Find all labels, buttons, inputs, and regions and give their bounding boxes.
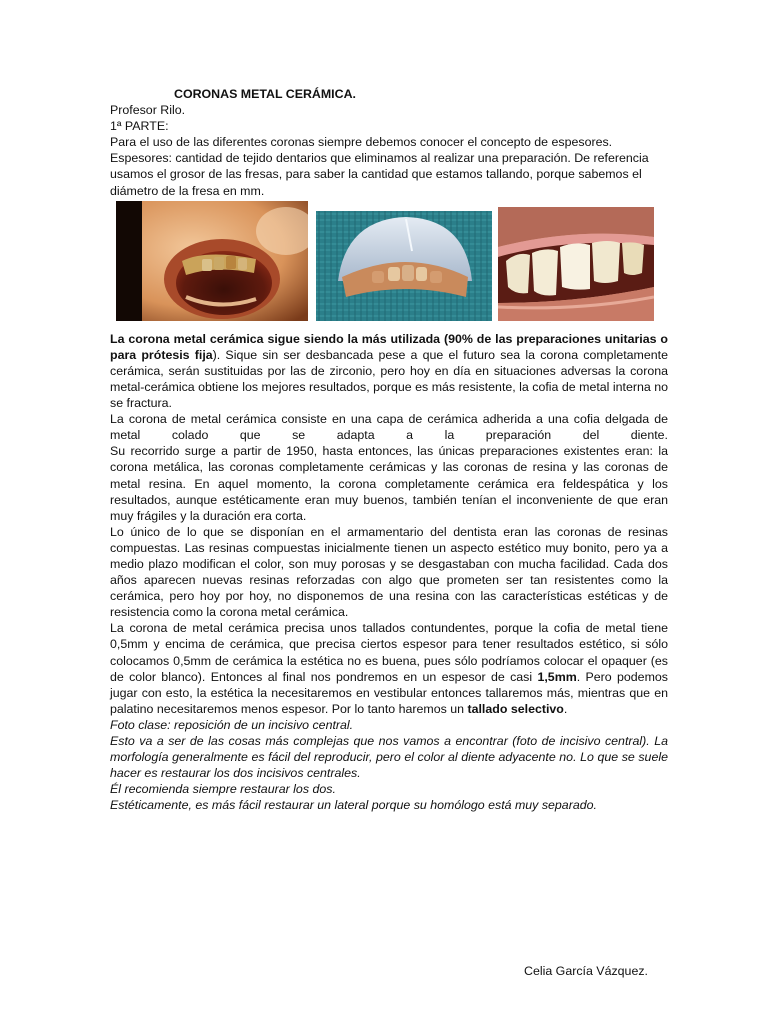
document-body [110, 86, 668, 813]
author-signature: Celia García Vázquez. [524, 964, 648, 978]
italic-incisor-note: Esto va a ser de las cosas más complejas que nos vamos a encontrar (foto de incisivo central). La morfología generalmente es fácil del reproducir, pero el color al diente adyacente no. Lo que se suele hacer es restaurar los dos incisivos centrales. [110, 734, 668, 781]
thickness-text-d: . [563, 701, 568, 716]
author-line: Profesor Rilo. [110, 103, 186, 118]
most-used-rest: ). Sique sin ser desbancada pese a que el futuro sea la corona completamente cerámica, serán sustituidas por las de zirconio, pero hoy en día en situaciones adversas la corona metal-cerámica obtiene los mejores resultados, porque es más resistente, la cofia de metal interna no se fractura. [110, 347, 668, 411]
paragraph-most-used [110, 331, 668, 411]
espesores-paragraph: Espesores: cantidad de tejido dentarios que eliminamos al realizar una preparación. De referencia usamos el grosor de las fresas, para saber la cantidad que estamos tallando, porque sabemos el diámetro de la fresa en mm. [110, 151, 649, 198]
paragraph-history: Su recorrido surge a partir de 1950, hasta entonces, las únicas preparaciones existentes eran: la corona metálica, las coronas completamente cerámicas y las coronas de resina y las coronas de metal resina. En aquel momento, la corona completamente cerámica era feldespática y los resultados, aunque estéticamente eran muy buenos, también tenían el inconveniente de que eran muy frágiles y la duración era corta. [110, 444, 668, 523]
smile-teeth-photo [498, 207, 654, 321]
italic-recommendation: Él recomienda siempre restaurar los dos. [110, 782, 336, 797]
paragraph-definition: La corona de metal cerámica consiste en una capa de cerámica adherida a una cofia delgada de metal colado que se adapta a la preparación del diente. [110, 412, 668, 443]
intro-paragraph: Para el uso de las diferentes coronas siempre debemos conocer el concepto de espesores. [110, 135, 613, 150]
italic-lateral-note: Estéticamente, es más fácil restaurar un lateral porque su homólogo está muy separado. [110, 798, 597, 813]
open-mouth-photo [116, 201, 308, 321]
selective-carving-bold: tallado selectivo [467, 701, 564, 716]
part-label: 1ª PARTE: [110, 119, 169, 134]
thickness-value-bold: 1,5mm [537, 669, 577, 684]
paragraph-resins: Lo único de lo que se disponían en el armamentario del dentista eran las coronas de resinas compuestas. Las resinas compuestas inicialmente tienen un aspecto estético muy bonito, pero ya a medio plazo modifican el color, son muy porosas y se desgastaban con mucha facilidad. Cada dos años aparecen nuevas resinas reforzadas con algo que prometen ser tan resistentes como la cerámica, pero hoy por hoy, no disponemos de una resina con las características estéticas y de resistencia como la corona metal cerámica. [110, 524, 668, 620]
photo-strip [110, 201, 668, 325]
most-used-bold: La corona metal cerámica sigue siendo la más utilizada (90% de las preparaciones unitarias o para prótesis fija [110, 331, 668, 362]
paragraph-thickness [110, 620, 668, 717]
thickness-text-c: . Pero podemos jugar con esto, la estética la necesitaremos en vestibular entonces tallaremos más, mientras que en palatino necesitaremos menos espesor. Por lo tanto haremos un [110, 669, 668, 716]
italic-photo-note: Foto clase: reposición de un incisivo central. [110, 717, 354, 732]
dental-model-photo [316, 211, 492, 321]
thickness-text-a: La corona de metal cerámica precisa unos tallados contundentes, porque la cofia de metal tiene 0,5mm y encima de cerámica, que precisa ciertos espesor para tener resultados estético, si sólo colocamos 0,5mm de cerámica la estética no es buena, pues sólo podríamos colocar el opaquer (es de color blanco). Entonces al final nos pondremos en un espesor de casi [110, 621, 668, 684]
document-title: CORONAS METAL CERÁMICA. [174, 87, 356, 101]
